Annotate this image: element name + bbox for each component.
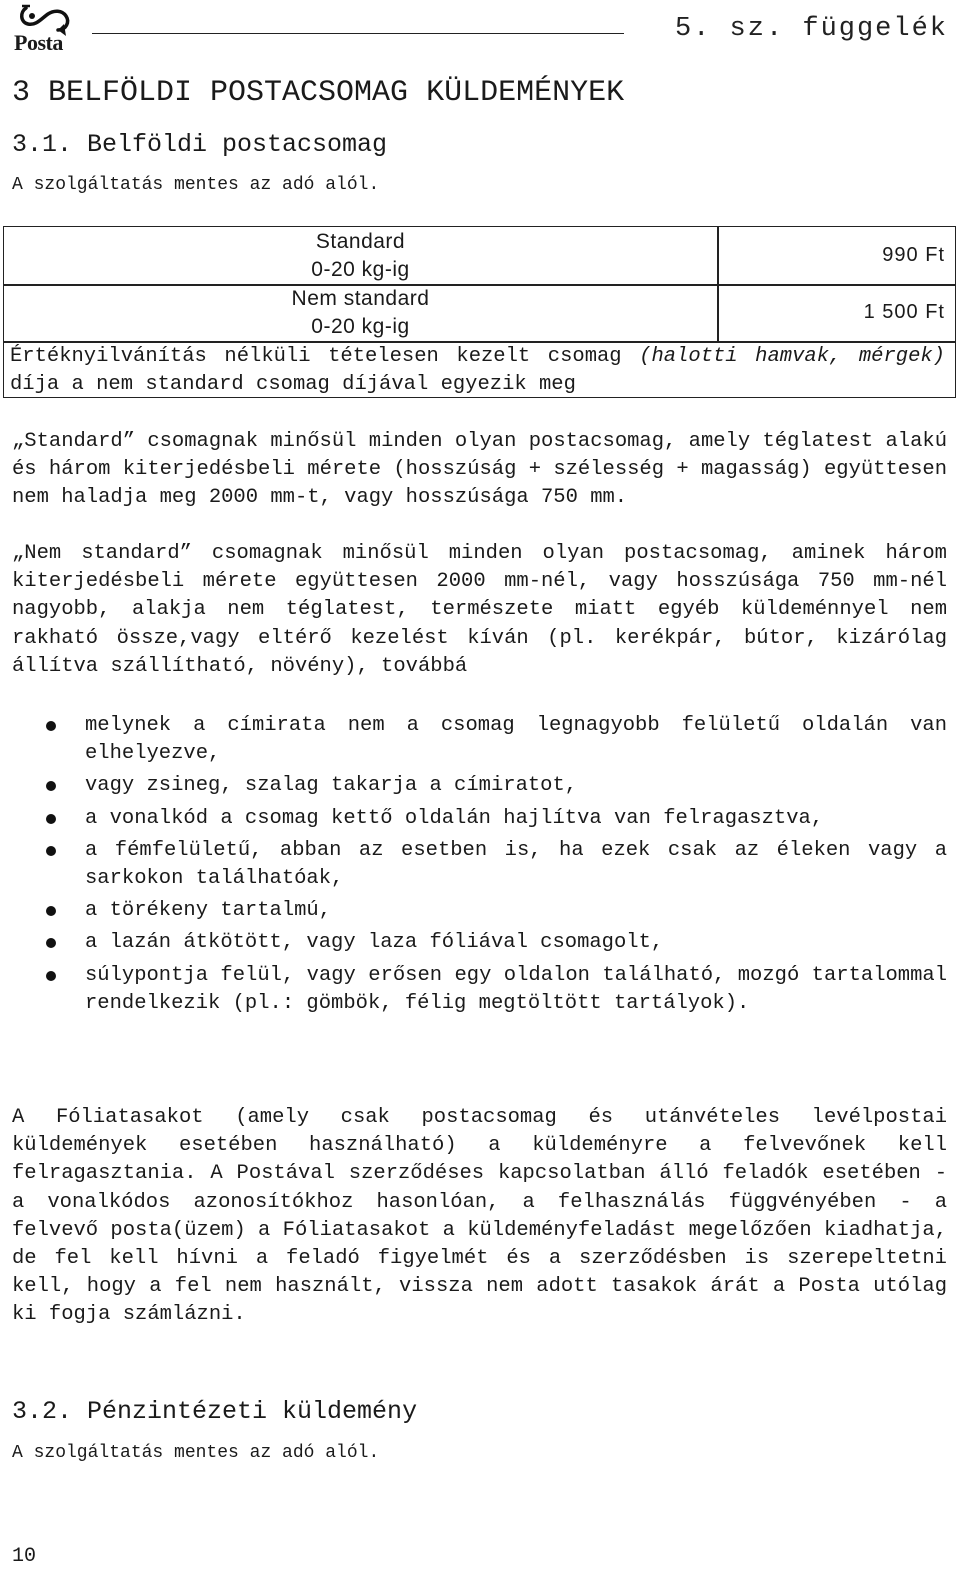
bullet-icon	[46, 846, 56, 856]
standard-label	[4, 228, 717, 284]
subsection-heading: 3.1. Belföldi postacsomag	[12, 130, 388, 159]
list-item	[0, 805, 960, 833]
list-item	[0, 962, 960, 1018]
tax-note: A szolgáltatás mentes az adó alól.	[12, 175, 380, 195]
list-item-text: a törékeny tartalmú,	[85, 899, 332, 923]
page-number: 10	[12, 1545, 37, 1568]
standard-label-line2: 0-20 kg-ig	[311, 258, 410, 281]
list-item	[0, 837, 960, 893]
standard-definition-paragraph: „Standard” csomagnak minősül minden olyan postacsomag, amely téglatest alakú és három kiterjedésbeli mérete (hosszúság + szélesség + magasság) együttesen nem haladja meg 2000 mm-t, vagy hosszúsága 750 mm.	[12, 430, 947, 510]
list-item-text: melynek a címirata nem a csomag legnagyobb felületű oldalán van elhelyezve,	[85, 714, 947, 766]
list-item	[0, 929, 960, 957]
list-item-text: a lazán átkötött, vagy laza fóliával csomagolt,	[85, 931, 664, 955]
section-heading: 3 BELFÖLDI POSTACSOMAG KÜLDEMÉNYEK	[12, 76, 625, 110]
subsection-heading-2: 3.2. Pénzintézeti küldemény	[12, 1397, 418, 1426]
list-item-text: a fémfelületű, abban az esetben is, ha ezek csak az éleken vagy a sarkokon találhatóak,	[85, 838, 947, 891]
list-item-text: vagy zsineg, szalag takarja a címiratot,	[85, 774, 578, 798]
nonstandard-criteria-list	[0, 712, 960, 1022]
value-note-text-end: díja a nem standard csomag díjával egyezik meg	[10, 373, 576, 396]
bullet-icon	[46, 781, 56, 791]
nonstandard-label-line1: Nem standard	[291, 287, 430, 310]
list-item	[0, 772, 960, 800]
foil-bag-paragraph: A Fóliatasakot (amely csak postacsomag és utánvételes levélpostai küldemények esetében használható) a küldeményre a felvevőnek kell felragasztania. A Postával szerződéses kapcsolatban álló feladók esetében - a vonalkódos azonosítókhoz hasonlóan, a felhasználás függvényében - a felvevő posta(üzem) a Fóliatasakot a küldeményfeladást megelőzően kiadhatja, de fel kell hívni a feladó figyelmét és a szerződésben is szerepeltetni kell, hogy a fel nem használt, vissza nem adott tasakok árát a Posta utólag ki fogja számlázni.	[12, 1106, 947, 1327]
value-note-italic: (halotti hamvak, mérgek)	[639, 345, 945, 368]
posta-logo	[12, 2, 76, 62]
header-rule	[92, 33, 624, 34]
declared-value-note	[10, 343, 945, 399]
appendix-label: 5. sz. függelék	[674, 14, 948, 44]
nonstandard-label	[4, 285, 717, 341]
bullet-icon	[46, 721, 56, 731]
nonstandard-price: 1 500 Ft	[863, 301, 945, 323]
logo-text: Posta	[14, 30, 63, 55]
list-item	[0, 712, 960, 768]
bullet-icon	[46, 971, 56, 981]
nonstandard-definition-paragraph: „Nem standard” csomagnak minősül minden olyan postacsomag, aminek három kiterjedésbeli mérete együttesen 2000 mm-nél, vagy hosszúsága 750 mm-nél nagyobb, alakja nem téglatest, természete miatt egyéb küldeménnyel nem rakható össze,vagy eltérő kezelést kíván (pl. kerékpár, bútor, kizárólag állítva szállítható, növény), továbbá	[12, 542, 947, 678]
bullet-icon	[46, 814, 56, 824]
list-item	[0, 897, 960, 925]
standard-price: 990 Ft	[882, 244, 945, 266]
tax-note-2: A szolgáltatás mentes az adó alól.	[12, 1443, 380, 1463]
bullet-icon	[46, 938, 56, 948]
list-item-text: súlypontja felül, vagy erősen egy oldalon található, mozgó tartalommal rendelkezik (pl.: gömbök, félig megtöltött tartályok).	[85, 963, 947, 1015]
value-note-text: Értéknyilvánítás nélküli tételesen kezelt csomag	[10, 345, 640, 368]
standard-label-line1: Standard	[315, 230, 406, 253]
bullet-icon	[46, 906, 56, 916]
price-table	[3, 226, 956, 398]
nonstandard-label-line2: 0-20 kg-ig	[311, 315, 410, 338]
list-item-text: a vonalkód a csomag kettő oldalán hajlítva van felragasztva,	[85, 806, 824, 830]
